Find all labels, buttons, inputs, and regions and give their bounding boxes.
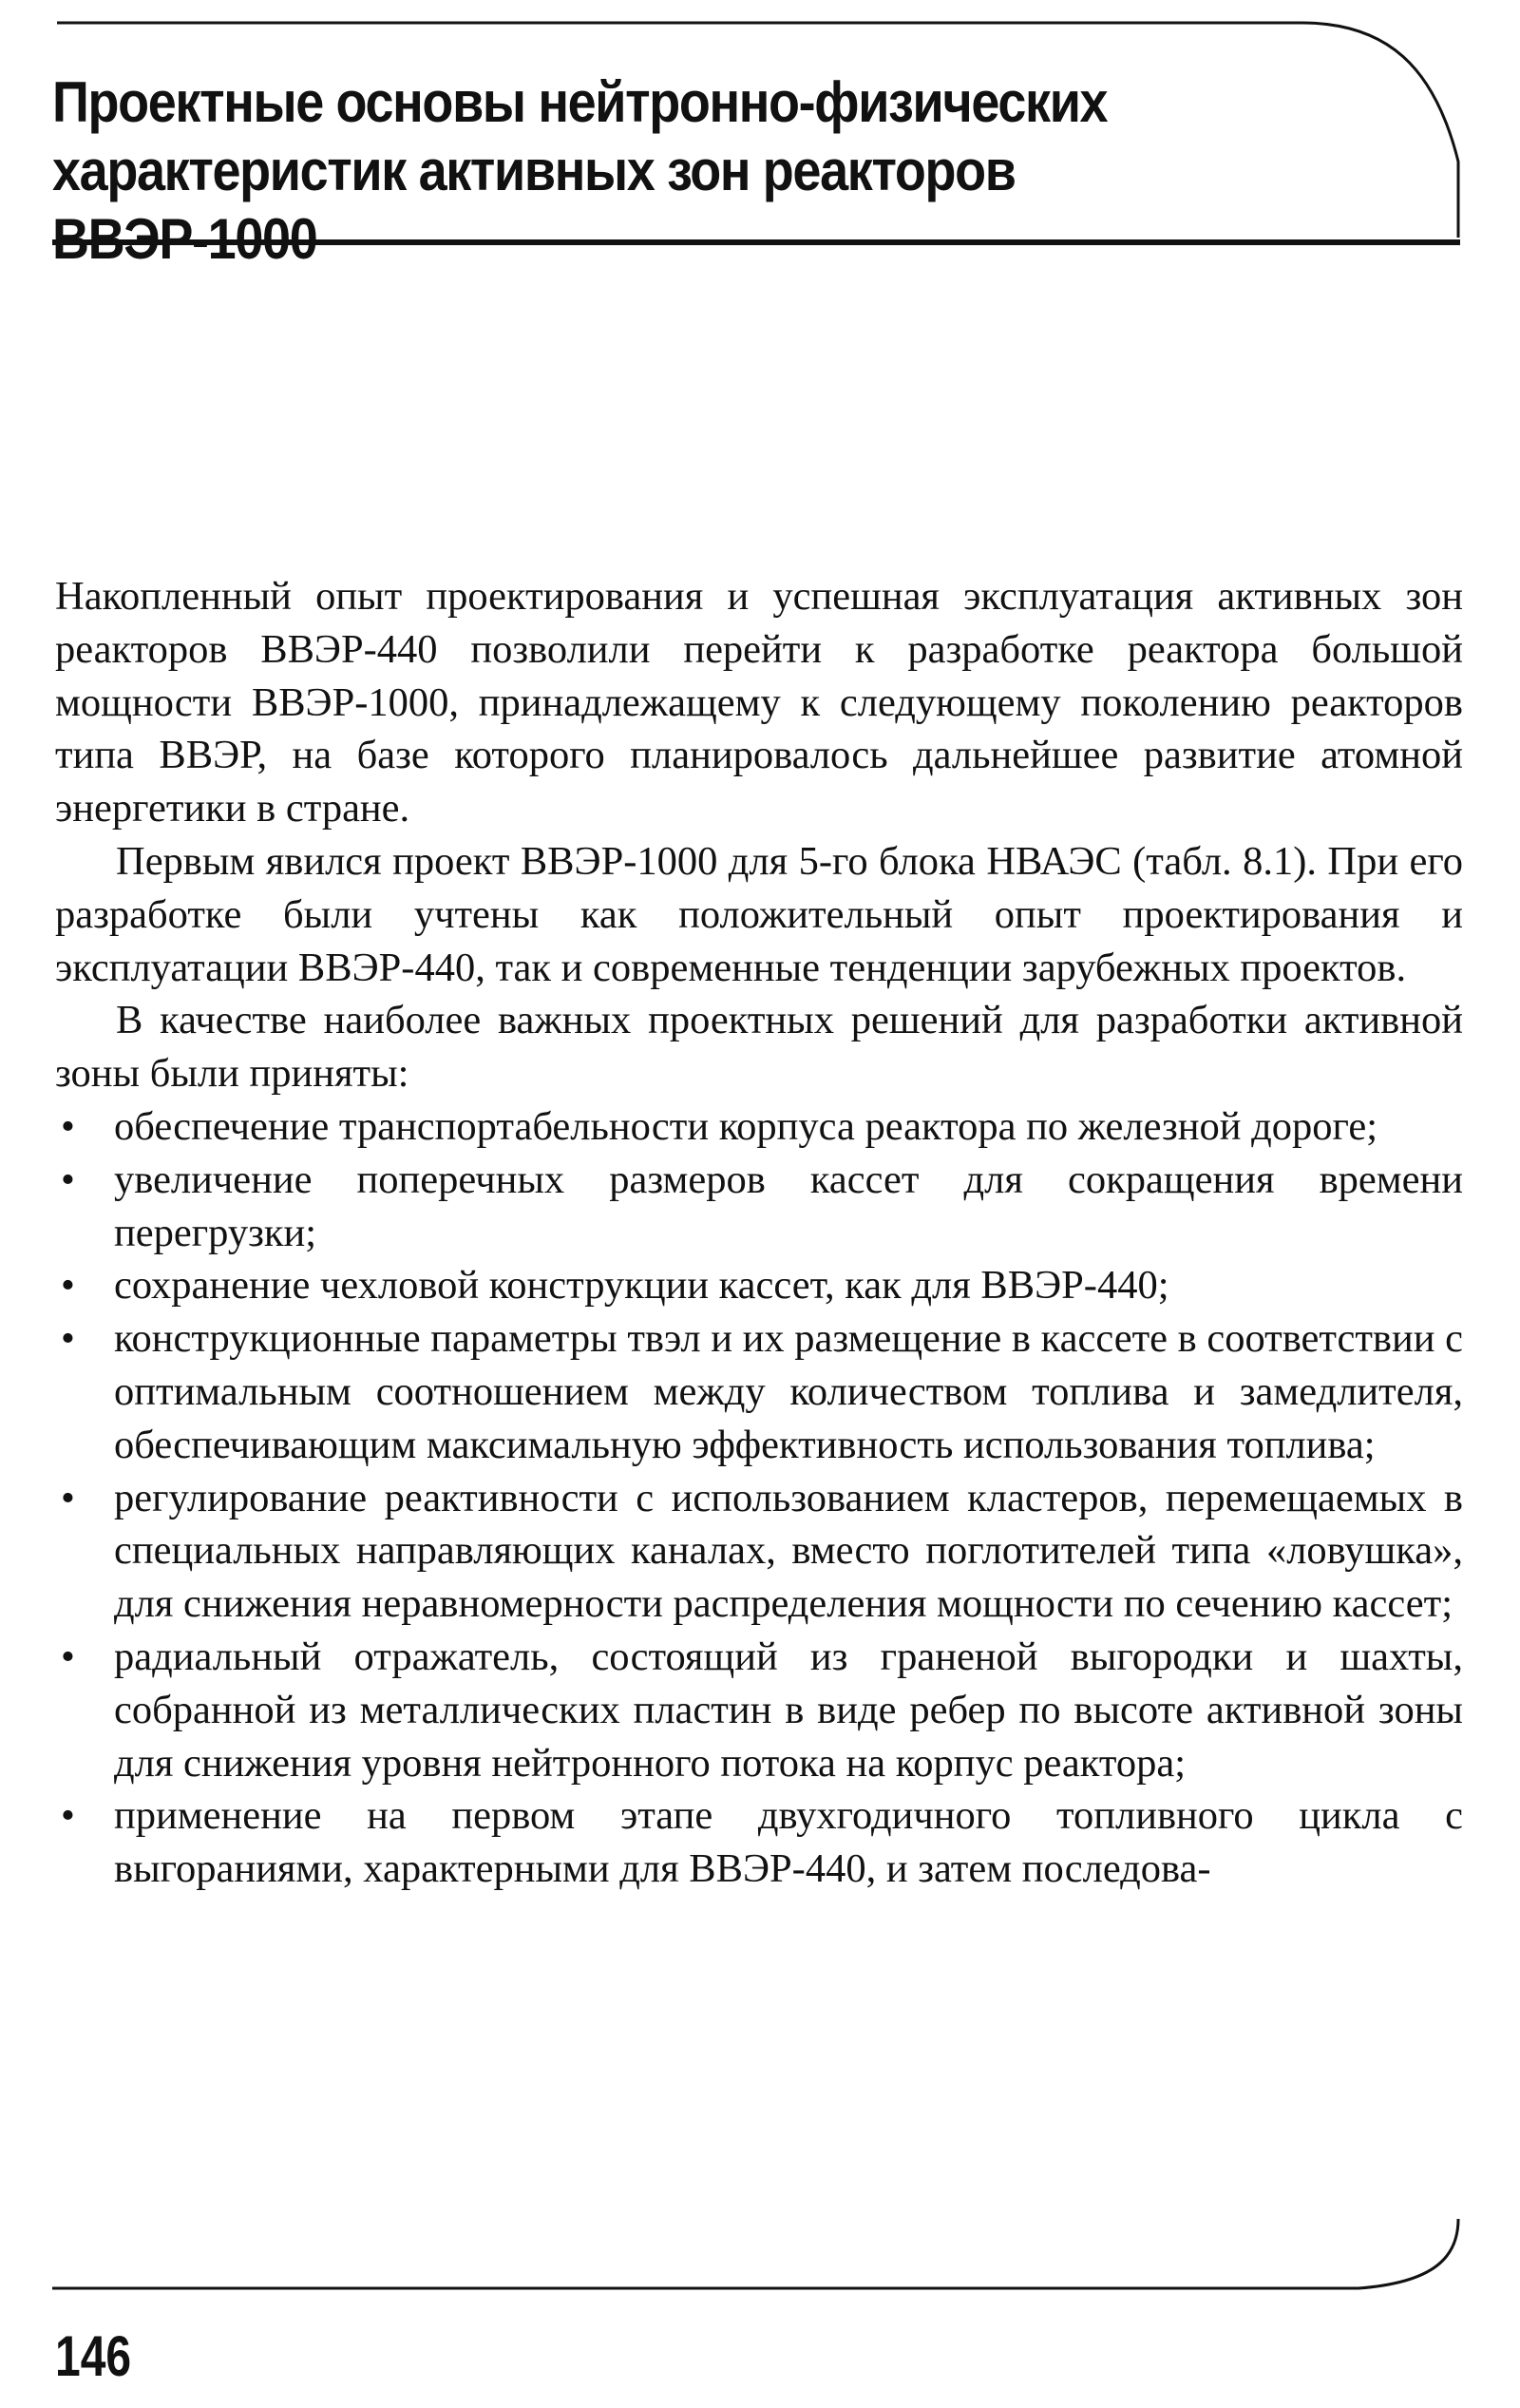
bullet-marker: • [61,1103,75,1149]
list-item [55,1631,1463,1789]
list-item-text: увеличение поперечных размеров кассет для сокращения времени перегрузки; [114,1156,1463,1255]
chapter-title-line-2: характеристик активных зон реакторов ВВЭР-1000 [52,139,1016,271]
paragraph-design-decisions: В качестве наиболее важных проектных решений для разработки активной зоны были приняты: [55,998,1463,1097]
bullet-marker: • [61,1634,75,1679]
list-item-text: сохранение чехловой конструкции кассет, как для ВВЭР-440; [114,1263,1169,1309]
list-item-text: радиальный отражатель, состоящий из граненой выгородки и шахты, собранной из металлических пластин в виде ребер по высоте активной зоны для снижения уровня нейтронного потока на корпус реактора; [114,1634,1463,1786]
chapter-title-line-1: Проектные основы нейтронно-физических [52,70,1108,134]
list-item-text: применение на первом этапе двухгодичного топливного цикла с выгораниями, характерными для ВВЭР-440, и затем последова- [114,1793,1463,1892]
bullet-marker: • [61,1316,75,1362]
list-item-text: регулирование реактивности с использованием кластеров, перемещаемых в специальных направляющих каналах, вместо поглотителей типа «ловушка», для снижения неравномерности распределения мощности по сечению кассет; [114,1475,1463,1627]
body-text [55,570,1463,1896]
paragraph-intro: Накопленный опыт проектирования и успешная эксплуатация активных зон реакторов ВВЭР-440 позволили перейти к разработке реактора большой мощности ВВЭР-1000, принадлежащему к следующему поколению реакторов типа ВВЭР, на базе которого планировалось дальнейшее развитие атомной энергетики в стране. [55,574,1463,831]
footer-frame [0,2214,1520,2300]
paragraph-first-project: Первым явился проект ВВЭР-1000 для 5-го блока НВАЭС (табл. 8.1). При его разработке были учтены как положительный опыт проектирования и эксплуатации ВВЭР-440, так и современные тенденции зарубежных проектов. [55,838,1463,990]
page-number: 146 [55,2324,132,2388]
bullet-marker: • [61,1475,75,1520]
list-item-text: обеспечение транспортабельности корпуса реактора по железной дороге; [114,1103,1378,1149]
bullet-marker: • [61,1156,75,1202]
design-decisions-list [55,1100,1463,1896]
bullet-marker: • [61,1263,75,1309]
list-item [55,1312,1463,1471]
list-item [55,1259,1463,1312]
list-item [55,1100,1463,1154]
chapter-title [52,68,1283,274]
list-item [55,1154,1463,1260]
list-item [55,1789,1463,1896]
bullet-marker: • [61,1793,75,1839]
list-item-text: конструкционные параметры твэл и их размещение в кассете в соответствии с оптимальным соотношением между количеством топлива и замедлителя, обеспечивающим максимальную эффективность использования топлива; [114,1316,1463,1467]
list-item [55,1472,1463,1631]
